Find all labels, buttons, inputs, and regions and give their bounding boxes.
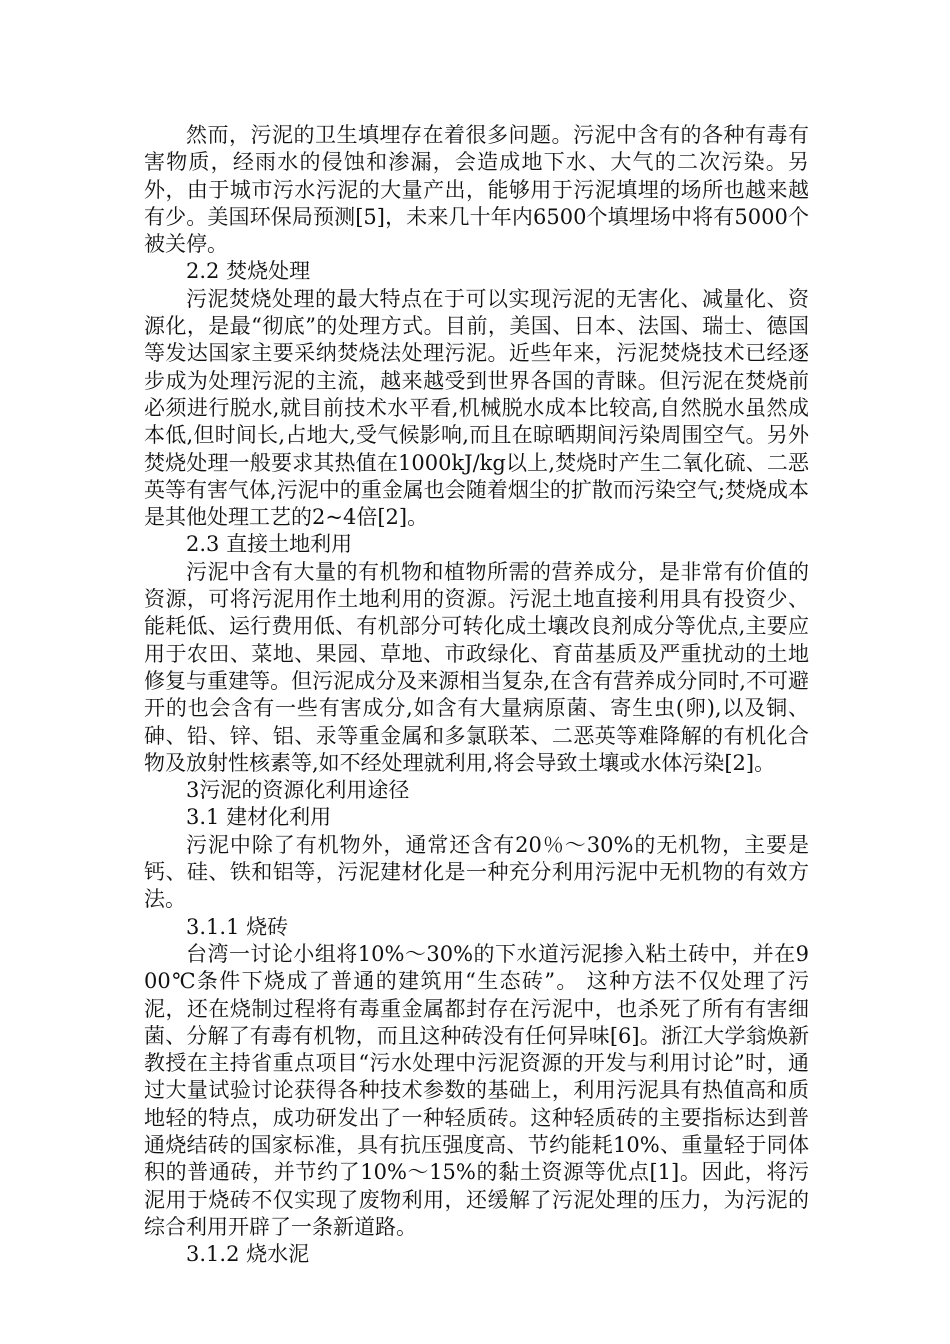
paragraph-building-materials: 污泥中除了有机物外，通常还含有20％～30%的无机物，主要是钙、硅、铁和铝等，污泥建材化是一种充分利用污泥中无机物的有效方法。 — [144, 832, 809, 912]
heading-3-1-2: 3.1.2 烧水泥 — [186, 1242, 310, 1267]
paragraph-brick: 台湾一讨论小组将10%～30%的下水道污泥掺入粘土砖中，并在900℃条件下烧成了普通的建筑用“生态砖”。 这种方法不仅处理了污泥，还在烧制过程将有毒重金属都封存在污泥中，也杀死了所有有害细菌、分解了有毒有机物，而且这种砖没有任何异味[6]。浙江大学翁焕新教授在主持省重点项目“污水处理中污泥资源的开发与利用讨论”时，通过大量试验讨论获得各种技术参数的基础上，利用污泥具有热值高和质地轻的特点，成功研发出了一种轻质砖。这种轻质砖的主要指标达到普通烧结砖的国家标准，具有抗压强度高、节约能耗10%、重量轻于同体积的普通砖，并节约了10%～15%的黏土资源等优点[1]。因此，将污泥用于烧砖不仅实现了废物利用，还缓解了污泥处理的压力，为污泥的综合利用开辟了一条新道路。 — [144, 941, 809, 1239]
document-page — [144, 122, 809, 1268]
heading-3-1: 3.1 建材化利用 — [186, 805, 332, 830]
paragraph-land-use: 污泥中含有大量的有机物和植物所需的营养成分，是非常有价值的资源，可将污泥用作土地利用的资源。污泥土地直接利用具有投资少、能耗低、运行费用低、有机部分可转化成土壤改良剂成分等优点,主要应用于农田、菜地、果园、草地、市政绿化、育苗基质及严重扰动的土地修复与重建等。但污泥成分及来源相当复杂,在含有营养成分同时,不可避开的也会含有一些有害成分,如含有大量病原菌、寄生虫(卵),以及铜、砷、铅、锌、铝、汞等重金属和多氯联苯、二恶英等难降解的有机化合物及放射性核素等,如不经处理就利用,将会导致土壤或水体污染[2]。 — [144, 559, 809, 775]
paragraph-landfill-problems: 然而，污泥的卫生填埋存在着很多问题。污泥中含有的各种有毒有害物质，经雨水的侵蚀和渗漏，会造成地下水、大气的二次污染。另外，由于城市污水污泥的大量产出，能够用于污泥填埋的场所也越来越有少。美国环保局预测[5]，未来几十年内6500个填埋场中将有5000个被关停。 — [144, 123, 809, 257]
heading-2-2: 2.2 焚烧处理 — [186, 259, 311, 284]
heading-2-3: 2.3 直接土地利用 — [186, 532, 353, 557]
paragraph-incineration: 污泥焚烧处理的最大特点在于可以实现污泥的无害化、减量化、资源化，是最“彻底”的处理方式。目前，美国、日本、法国、瑞士、德国等发达国家主要采纳焚烧法处理污泥。近些年来，污泥焚烧技术已经逐步成为处理污泥的主流，越来越受到世界各国的青睐。但污泥在焚烧前必须进行脱水,就目前技术水平看,机械脱水成本比较高,自然脱水虽然成本低,但时间长,占地大,受气候影响,而且在晾晒期间污染周围空气。另外焚烧处理一般要求其热值在1000kJ/kg以上,焚烧时产生二氧化硫、二恶英等有害气体,污泥中的重金属也会随着烟尘的扩散而污染空气;焚烧成本是其他处理工艺的2~4倍[2]。 — [144, 286, 809, 530]
heading-3-1-1: 3.1.1 烧砖 — [186, 914, 289, 939]
heading-3: 3污泥的资源化利用途径 — [186, 778, 410, 803]
